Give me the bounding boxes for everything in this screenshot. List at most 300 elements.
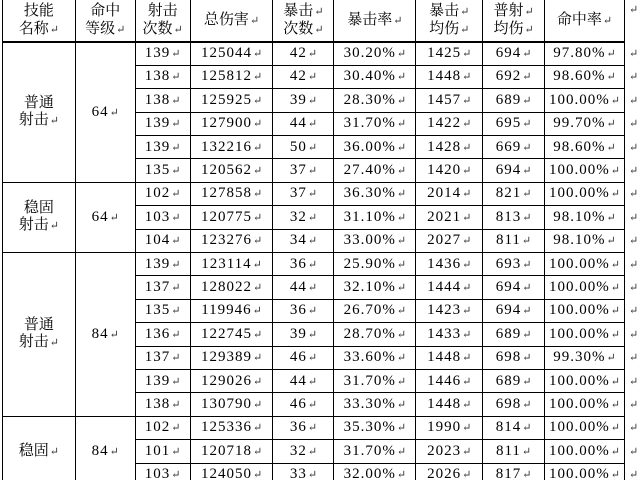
header-crit-count-line1 (273, 3, 333, 20)
cell-shots (135, 65, 190, 88)
paragraph-mark-icon: ↵ (610, 94, 620, 107)
header-crit-avg-damage-line2-text: 均伤 (429, 20, 460, 37)
cell-crit_rate-value: 35.30% (343, 419, 396, 436)
header-crit-avg-damage-line2 (416, 21, 482, 38)
cell-crit_avg (416, 346, 483, 369)
table-header (3, 0, 640, 42)
cell-total (190, 299, 273, 322)
paragraph-mark-icon: ↵ (307, 398, 318, 411)
cell-crit_rate (334, 159, 416, 182)
paragraph-mark-icon: ↵ (396, 211, 407, 224)
paragraph-mark-icon: ↵ (307, 422, 318, 435)
paragraph-mark-icon: ↵ (606, 141, 616, 154)
paragraph-mark-icon: ↵ (610, 469, 620, 480)
cell-hit_rate-value: 98.10% (553, 232, 606, 249)
paragraph-mark-icon: ↵ (396, 258, 407, 271)
cell-shots (135, 136, 190, 159)
paragraph-mark-icon: ↵ (522, 422, 532, 435)
hit-level-value: 84 (91, 442, 109, 459)
cell-hit_rate-value: 98.60% (553, 138, 606, 155)
paragraph-mark-icon: ↵ (462, 305, 472, 318)
cell-crit_avg (416, 206, 483, 229)
cell-shots-value: 139 (144, 255, 171, 272)
cell-crit_rate-value: 30.20% (343, 45, 396, 62)
cell-normal_avg-value: 694 (495, 45, 522, 62)
skill-name-line1-text: 普通 (23, 317, 54, 334)
header-crit-avg-damage-line1 (416, 3, 482, 20)
cell-crit_rate-value: 31.70% (343, 442, 396, 459)
paragraph-mark-icon: ↵ (396, 281, 407, 294)
paragraph-mark-icon: ↵ (628, 258, 639, 271)
cell-hit_rate (545, 229, 625, 252)
cell-crit_rate-value: 31.10% (343, 208, 396, 225)
cell-hit_rate (545, 463, 625, 480)
paragraph-mark-icon: ↵ (171, 71, 181, 84)
header-skill-name-line2 (3, 21, 75, 38)
paragraph-mark-icon: ↵ (462, 71, 472, 84)
paragraph-mark-icon: ↵ (610, 258, 620, 271)
paragraph-mark-icon: ↵ (252, 445, 263, 458)
paragraph-mark-icon: ↵ (462, 422, 472, 435)
cell-shots (135, 276, 190, 299)
paragraph-mark-icon: ↵ (628, 118, 639, 131)
paragraph-mark-icon: ↵ (462, 141, 472, 154)
row-end-gutter (624, 112, 639, 135)
cell-hit_rate (545, 393, 625, 416)
paragraph-mark-icon: ↵ (252, 469, 263, 480)
cell-crit_avg-value: 1446 (427, 372, 462, 389)
cell-total (190, 182, 273, 205)
cell-crit_avg (416, 65, 483, 88)
paragraph-mark-icon: ↵ (393, 14, 403, 27)
cell-total (190, 159, 273, 182)
cell-crits (273, 463, 334, 480)
cell-shots-value: 103 (144, 466, 171, 480)
paragraph-mark-icon: ↵ (49, 115, 60, 128)
cell-normal_avg (483, 136, 545, 159)
paragraph-mark-icon: ↵ (396, 305, 407, 318)
cell-crit_avg-value: 1448 (427, 349, 462, 366)
skill-name-line1-text: 普通 (23, 95, 54, 112)
paragraph-mark-icon: ↵ (252, 422, 263, 435)
cell-crit_avg (416, 323, 483, 346)
table-row (3, 42, 640, 65)
cell-hit_rate (545, 112, 625, 135)
cell-crit_rate-value: 28.30% (343, 91, 396, 108)
cell-normal_avg-value: 698 (495, 395, 522, 412)
paragraph-mark-icon: ↵ (307, 469, 318, 480)
table-row (3, 416, 640, 439)
cell-normal_avg-value: 694 (495, 302, 522, 319)
header-crit-rate-line1-text: 暴击率 (347, 11, 393, 28)
cell-crits (273, 276, 334, 299)
cell-total (190, 276, 273, 299)
skill-name-line1 (3, 200, 75, 217)
paragraph-mark-icon: ↵ (307, 352, 318, 365)
cell-total-value: 125925 (200, 91, 252, 108)
paragraph-mark-icon: ↵ (396, 422, 407, 435)
cell-hit_rate-value: 100.00% (548, 185, 610, 202)
row-end-gutter (624, 346, 639, 369)
paragraph-mark-icon: ↵ (606, 118, 616, 131)
paragraph-mark-icon: ↵ (610, 165, 620, 178)
paragraph-mark-icon: ↵ (171, 281, 181, 294)
paragraph-mark-icon: ↵ (522, 188, 532, 201)
paragraph-mark-icon: ↵ (307, 445, 318, 458)
paragraph-mark-icon: ↵ (610, 305, 620, 318)
cell-hit_rate (545, 299, 625, 322)
cell-normal_avg-value: 813 (495, 208, 522, 225)
cell-crits (273, 440, 334, 463)
cell-crits (273, 206, 334, 229)
cell-crit_avg-value: 1448 (427, 395, 462, 412)
cell-hit_rate (545, 346, 625, 369)
header-hit-level-line1 (76, 3, 135, 20)
paragraph-mark-icon: ↵ (307, 235, 318, 248)
paragraph-mark-icon: ↵ (628, 48, 639, 61)
cell-crit_avg-value: 2014 (427, 185, 462, 202)
paragraph-mark-icon: ↵ (602, 14, 613, 27)
cell-hit_rate (545, 42, 625, 65)
cell-total-value: 129389 (200, 349, 252, 366)
row-end-gutter (624, 206, 639, 229)
paragraph-mark-icon: ↵ (49, 445, 60, 458)
header-normal-avg-damage-line2-text: 均伤 (493, 20, 524, 37)
cell-crit_avg-value: 1433 (427, 325, 462, 342)
paragraph-mark-icon: ↵ (522, 398, 532, 411)
cell-total-value: 130790 (200, 395, 252, 412)
cell-total (190, 65, 273, 88)
cell-total-value: 132216 (200, 138, 252, 155)
cell-crit_avg (416, 42, 483, 65)
cell-crit_rate (334, 323, 416, 346)
cell-crit_rate-value: 36.00% (343, 138, 396, 155)
cell-total-value: 122745 (200, 325, 252, 342)
header-normal-avg-damage-line1-text: 普射 (493, 3, 524, 20)
paragraph-mark-icon: ↵ (396, 141, 407, 154)
paragraph-mark-icon: ↵ (628, 328, 639, 341)
cell-crit_avg (416, 276, 483, 299)
row-end-gutter (624, 440, 639, 463)
paragraph-mark-icon: ↵ (171, 48, 181, 61)
cell-crit_rate (334, 136, 416, 159)
cell-crit_avg (416, 159, 483, 182)
cell-hit_rate-value: 100.00% (548, 419, 610, 436)
paragraph-mark-icon: ↵ (109, 328, 119, 341)
paragraph-mark-icon: ↵ (606, 48, 616, 61)
cell-crit_rate (334, 89, 416, 112)
skill-name-line2-text: 射击 (18, 217, 49, 234)
cell-total (190, 393, 273, 416)
cell-crits-value: 33 (289, 466, 307, 480)
paragraph-mark-icon: ↵ (628, 235, 639, 248)
cell-normal_avg-value: 695 (495, 115, 522, 132)
cell-crits-value: 39 (289, 325, 307, 342)
paragraph-mark-icon: ↵ (173, 23, 183, 36)
paragraph-mark-icon: ↵ (522, 352, 532, 365)
cell-normal_avg-value: 689 (495, 91, 522, 108)
paragraph-mark-icon: ↵ (628, 211, 639, 224)
cell-normal_avg-value: 689 (495, 372, 522, 389)
paragraph-mark-icon: ↵ (307, 141, 318, 154)
cell-shots-value: 138 (144, 91, 171, 108)
paragraph-mark-icon: ↵ (462, 352, 472, 365)
paragraph-mark-icon: ↵ (522, 258, 532, 271)
paragraph-mark-icon: ↵ (252, 258, 262, 271)
cell-normal_avg-value: 694 (495, 278, 522, 295)
cell-shots-value: 136 (144, 325, 171, 342)
cell-hit_rate (545, 440, 625, 463)
header-hit-level-line2-text: 等级 (85, 20, 116, 37)
cell-total (190, 229, 273, 252)
cell-hit_rate-value: 98.10% (553, 208, 606, 225)
paragraph-mark-icon: ↵ (628, 445, 639, 458)
paragraph-mark-icon: ↵ (610, 328, 620, 341)
cell-crit_rate (334, 65, 416, 88)
cell-normal_avg-value: 694 (495, 162, 522, 179)
paragraph-mark-icon: ↵ (522, 118, 532, 131)
cell-hit_rate (545, 276, 625, 299)
paragraph-mark-icon: ↵ (396, 48, 407, 61)
paragraph-mark-icon: ↵ (462, 258, 472, 271)
cell-crits (273, 346, 334, 369)
cell-crit_rate-value: 32.00% (343, 466, 396, 480)
paragraph-mark-icon: ↵ (252, 48, 263, 61)
header-shot-count (135, 0, 190, 42)
cell-normal_avg-value: 811 (495, 442, 521, 459)
cell-shots-value: 101 (144, 442, 171, 459)
skill-name-line2-text: 射击 (18, 112, 49, 129)
paragraph-mark-icon: ↵ (171, 188, 181, 201)
cell-skill-name (3, 182, 76, 252)
paragraph-mark-icon: ↵ (396, 352, 407, 365)
paragraph-mark-icon: ↵ (252, 305, 262, 318)
paragraph-mark-icon: ↵ (171, 211, 181, 224)
paragraph-mark-icon: ↵ (396, 375, 407, 388)
cell-crits-value: 32 (289, 208, 307, 225)
cell-crit_rate-value: 25.90% (343, 255, 396, 272)
paragraph-mark-icon: ↵ (307, 188, 318, 201)
cell-shots (135, 229, 190, 252)
cell-shots-value: 139 (144, 115, 171, 132)
cell-crits-value: 32 (289, 442, 307, 459)
cell-shots (135, 206, 190, 229)
header-total-damage-line1-text: 总伤害 (203, 11, 249, 28)
cell-crit_avg (416, 299, 483, 322)
cell-normal_avg (483, 182, 545, 205)
cell-crit_avg-value: 2023 (427, 442, 462, 459)
row-end-gutter (624, 463, 639, 480)
cell-crit_rate-value: 27.40% (343, 162, 396, 179)
paragraph-mark-icon: ↵ (307, 165, 318, 178)
paragraph-mark-icon: ↵ (610, 375, 620, 388)
cell-crit_avg-value: 1436 (427, 255, 462, 272)
cell-crit_rate (334, 253, 416, 276)
cell-normal_avg (483, 276, 545, 299)
row-end-gutter (624, 0, 639, 42)
paragraph-mark-icon: ↵ (628, 281, 639, 294)
paragraph-mark-icon: ↵ (396, 469, 407, 480)
cell-shots-value: 138 (144, 68, 171, 85)
cell-total-value: 129026 (200, 372, 252, 389)
header-row (3, 0, 640, 42)
cell-crit_rate-value: 26.70% (343, 302, 396, 319)
cell-total (190, 206, 273, 229)
paragraph-mark-icon: ↵ (171, 305, 181, 318)
cell-hit_rate (545, 136, 625, 159)
cell-total-value: 127900 (200, 115, 252, 132)
paragraph-mark-icon: ↵ (252, 118, 263, 131)
paragraph-mark-icon: ↵ (522, 281, 532, 294)
cell-shots-value: 104 (144, 232, 171, 249)
cell-normal_avg-value: 811 (495, 232, 521, 249)
cell-shots (135, 112, 190, 135)
paragraph-mark-icon: ↵ (109, 445, 119, 458)
cell-total-value: 128022 (200, 278, 252, 295)
row-end-gutter (624, 159, 639, 182)
cell-crit_avg-value: 1428 (427, 138, 462, 155)
skill-name-line1 (3, 95, 75, 112)
cell-hit_rate-value: 99.70% (553, 115, 606, 132)
paragraph-mark-icon: ↵ (396, 398, 407, 411)
cell-crits-value: 44 (289, 278, 307, 295)
cell-total (190, 89, 273, 112)
row-end-gutter (624, 229, 639, 252)
paragraph-mark-icon: ↵ (462, 469, 472, 480)
paragraph-mark-icon: ↵ (522, 305, 532, 318)
cell-normal_avg (483, 112, 545, 135)
cell-shots-value: 102 (144, 185, 171, 202)
cell-normal_avg (483, 42, 545, 65)
cell-crit_avg-value: 2027 (427, 232, 462, 249)
cell-crit_rate (334, 112, 416, 135)
skill-name-line2-text: 射击 (18, 334, 49, 351)
cell-hit_rate (545, 89, 625, 112)
cell-crits-value: 42 (289, 45, 307, 62)
cell-normal_avg (483, 440, 545, 463)
cell-shots (135, 323, 190, 346)
header-crit-rate (334, 0, 416, 42)
skill-name-line2 (3, 112, 75, 129)
cell-total (190, 369, 273, 392)
paragraph-mark-icon: ↵ (628, 71, 639, 84)
cell-normal_avg (483, 229, 545, 252)
cell-shots-value: 103 (144, 208, 171, 225)
cell-shots-value: 135 (144, 162, 171, 179)
cell-normal_avg-value: 817 (495, 466, 522, 480)
cell-hit_rate (545, 253, 625, 276)
cell-crit_avg (416, 112, 483, 135)
paragraph-mark-icon: ↵ (171, 445, 181, 458)
paragraph-mark-icon: ↵ (171, 328, 181, 341)
cell-normal_avg (483, 89, 545, 112)
paragraph-mark-icon: ↵ (524, 6, 534, 19)
paragraph-mark-icon: ↵ (522, 328, 532, 341)
cell-total (190, 112, 273, 135)
cell-crits-value: 37 (289, 162, 307, 179)
cell-crit_rate-value: 33.60% (343, 349, 396, 366)
cell-crit_rate-value: 33.00% (343, 232, 396, 249)
header-crit-count-line2 (273, 21, 333, 38)
cell-crits (273, 42, 334, 65)
paragraph-mark-icon: ↵ (307, 328, 318, 341)
cell-shots (135, 393, 190, 416)
damage-table (2, 0, 640, 480)
cell-total-value: 123276 (200, 232, 252, 249)
cell-crit_avg (416, 136, 483, 159)
cell-crit_rate-value: 28.70% (343, 325, 396, 342)
skill-name-line1 (3, 443, 75, 460)
cell-hit_rate-value: 98.60% (553, 68, 606, 85)
cell-hit_rate-value: 100.00% (548, 91, 610, 108)
row-end-gutter (624, 182, 639, 205)
paragraph-mark-icon: ↵ (462, 281, 472, 294)
cell-crits (273, 369, 334, 392)
header-crit-rate-line1 (334, 12, 415, 29)
paragraph-mark-icon: ↵ (252, 71, 263, 84)
paragraph-mark-icon: ↵ (628, 305, 639, 318)
paragraph-mark-icon: ↵ (606, 211, 616, 224)
cell-crit_avg-value: 1425 (427, 45, 462, 62)
paragraph-mark-icon: ↵ (116, 23, 126, 36)
cell-hit_rate-value: 100.00% (548, 442, 610, 459)
cell-crit_rate (334, 416, 416, 439)
cell-crits (273, 182, 334, 205)
cell-crits-value: 37 (289, 185, 307, 202)
paragraph-mark-icon: ↵ (628, 422, 639, 435)
cell-crit_rate (334, 346, 416, 369)
header-skill-name-line1-text: 技能 (23, 3, 54, 20)
cell-shots-value: 137 (144, 349, 171, 366)
paragraph-mark-icon: ↵ (522, 48, 532, 61)
cell-hit-level (75, 42, 135, 182)
cell-total-value: 120562 (200, 162, 252, 179)
paragraph-mark-icon: ↵ (396, 188, 407, 201)
cell-crits (273, 112, 334, 135)
cell-crit_rate (334, 299, 416, 322)
paragraph-mark-icon: ↵ (462, 118, 472, 131)
paragraph-mark-icon: ↵ (252, 281, 263, 294)
skill-name-line1-text: 稳固 (18, 442, 49, 459)
header-hit-rate-line1-text: 命中率 (556, 11, 602, 28)
cell-normal_avg (483, 159, 545, 182)
cell-normal_avg (483, 65, 545, 88)
paragraph-mark-icon: ↵ (521, 235, 532, 248)
paragraph-mark-icon: ↵ (49, 220, 60, 233)
paragraph-mark-icon: ↵ (307, 375, 318, 388)
row-end-gutter (624, 253, 639, 276)
cell-normal_avg (483, 463, 545, 480)
cell-crits-value: 42 (289, 68, 307, 85)
paragraph-mark-icon: ↵ (628, 375, 639, 388)
hit-level-value: 64 (91, 103, 109, 120)
paragraph-mark-icon: ↵ (252, 211, 263, 224)
cell-crit_avg (416, 89, 483, 112)
cell-normal_avg (483, 393, 545, 416)
paragraph-mark-icon: ↵ (462, 48, 472, 61)
row-end-gutter (624, 393, 639, 416)
paragraph-mark-icon: ↵ (171, 165, 181, 178)
cell-total (190, 463, 273, 480)
cell-hit_rate (545, 416, 625, 439)
cell-crit_rate-value: 33.30% (343, 395, 396, 412)
header-crit-count-line1-text: 暴击 (283, 3, 314, 20)
cell-shots-value: 139 (144, 138, 171, 155)
cell-crit_rate (334, 440, 416, 463)
header-hit-level-line1-text: 命中 (90, 3, 121, 20)
paragraph-mark-icon: ↵ (171, 398, 181, 411)
cell-total (190, 416, 273, 439)
